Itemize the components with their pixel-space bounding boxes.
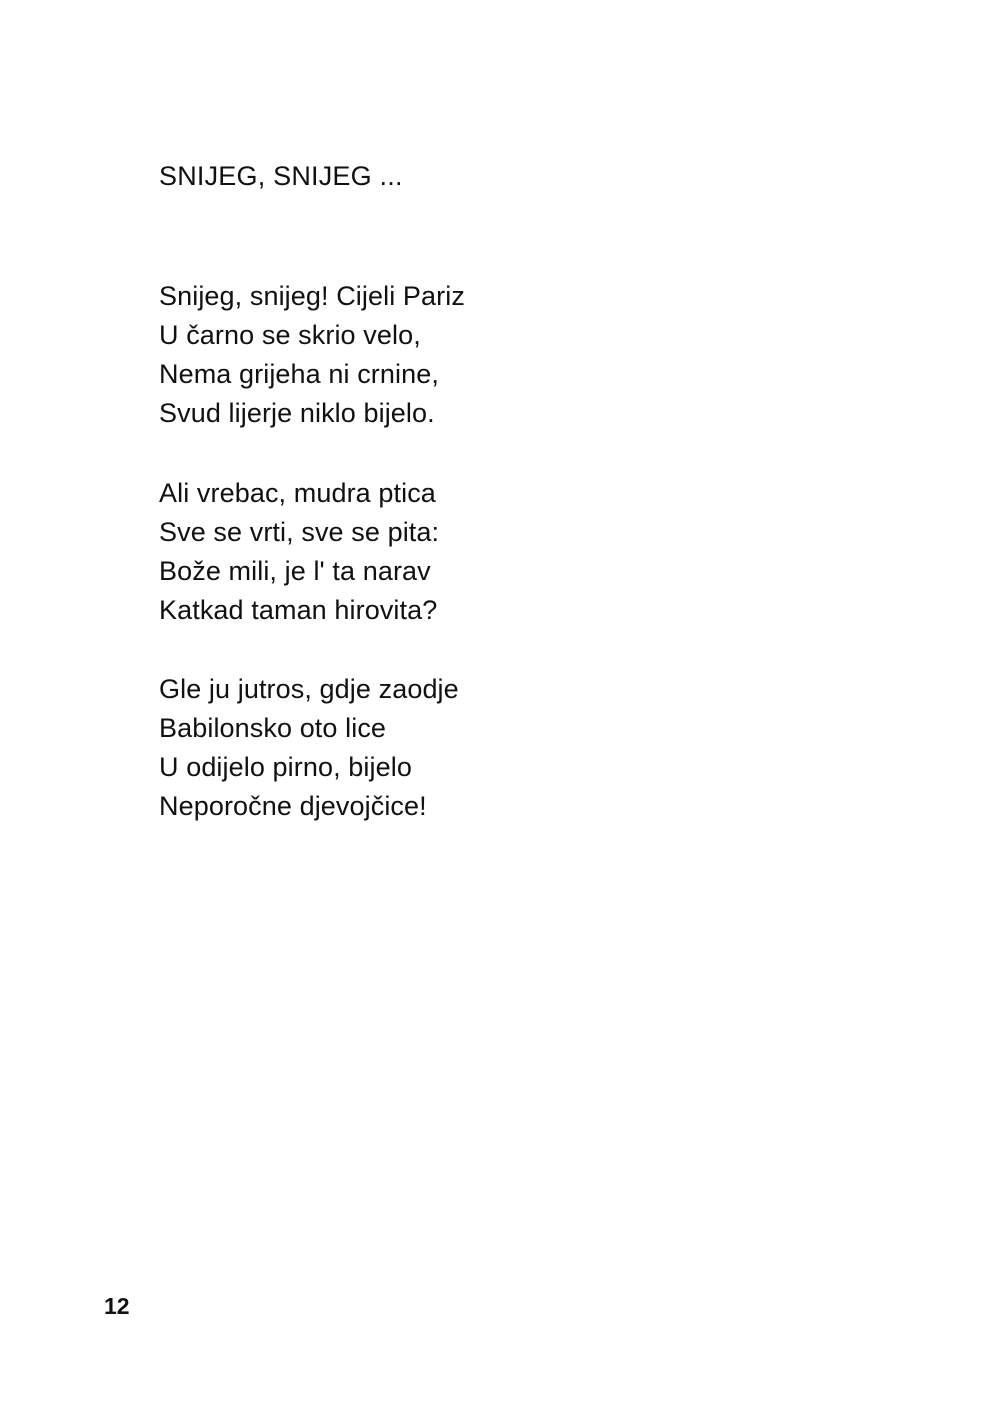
page-number: 12 [104, 1293, 130, 1319]
verse-line: Svud lijerje niklo bijelo. [159, 398, 435, 428]
verse-line: Ali vrebac, mudra ptica [159, 478, 436, 508]
verse-line: U odijelo pirno, bijelo [159, 752, 412, 782]
stanza-2 [159, 474, 439, 630]
verse-line: Sve se vrti, sve se pita: [159, 517, 440, 547]
poem-title: SNIJEG, SNIJEG ... [159, 161, 403, 191]
verse-line: U čarno se skrio velo, [159, 320, 421, 350]
stanza-3 [159, 670, 459, 826]
verse-line: Bože mili, je l' ta narav [159, 556, 431, 586]
verse-line: Snijeg, snijeg! Cijeli Pariz [159, 281, 465, 311]
verse-line: Gle ju jutros, gdje zaodje [159, 674, 459, 704]
verse-line: Katkad taman hirovita? [159, 595, 438, 625]
stanza-1 [159, 277, 465, 433]
verse-line: Babilonsko oto lice [159, 713, 387, 743]
verse-line: Nema grijeha ni crnine, [159, 359, 439, 389]
verse-line: Neporočne djevojčice! [159, 791, 427, 821]
